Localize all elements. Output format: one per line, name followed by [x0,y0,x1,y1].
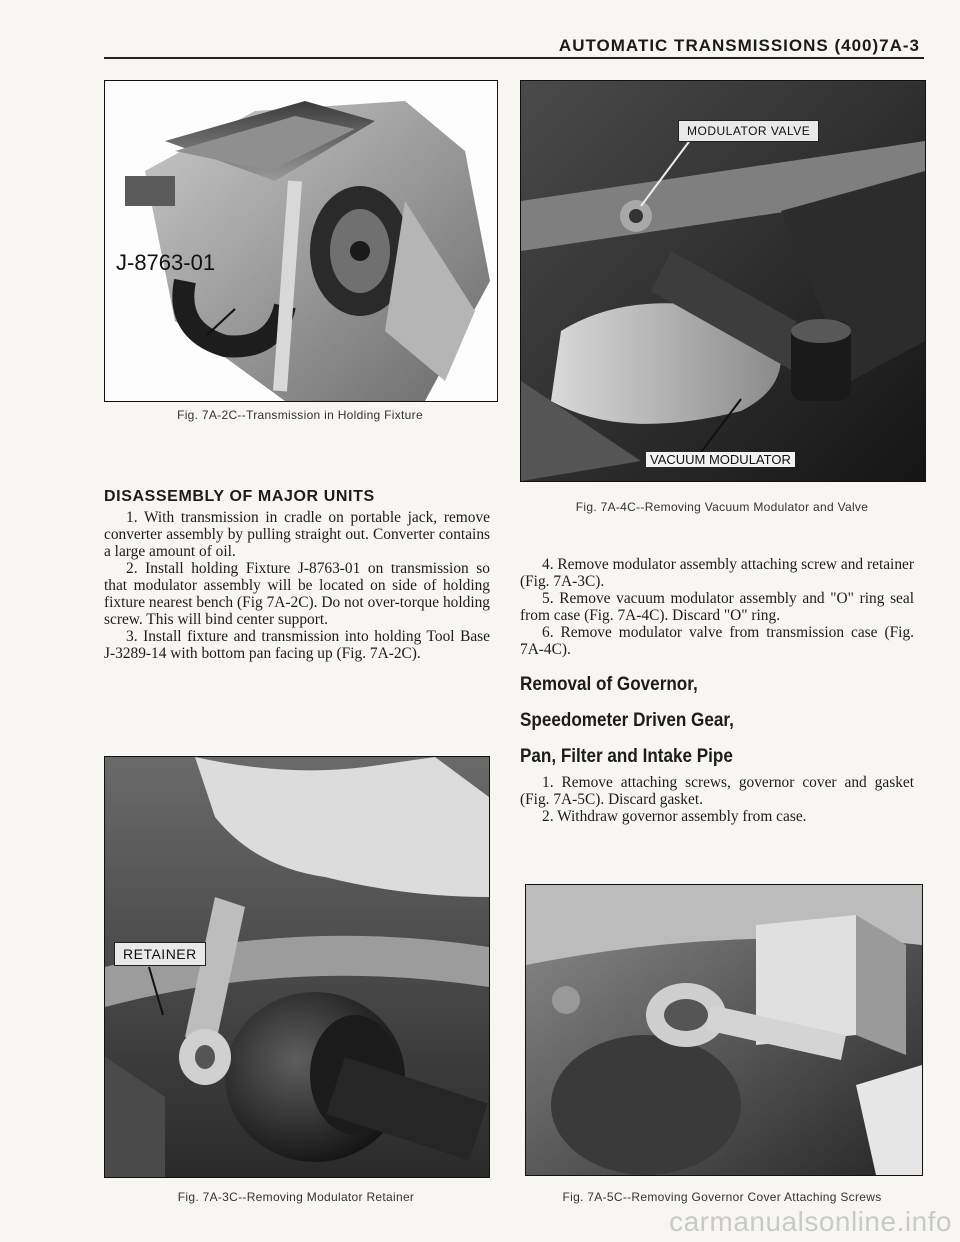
section-heading-disassembly: DISASSEMBLY OF MAJOR UNITS [104,488,375,505]
governor-cover-screws-illustration [526,885,922,1175]
modulator-step-4: 4. Remove modulator assembly attaching screw and retainer (Fig. 7A-3C). [520,556,914,590]
disassembly-step-1: 1. With transmission in cradle on portable jack, remove converter assembly by pulling straight out. Converter contains a large amount of oil. [104,509,490,560]
figure-7a-2c-caption: Fig. 7A-2C--Transmission in Holding Fixture [177,408,423,422]
watermark: carmanualsonline.info [669,1206,952,1237]
figure-7a-3c-photo [104,756,490,1178]
section-heading-governor-2: Speedometer Driven Gear, [520,710,734,731]
figure-7a-5c-caption: Fig. 7A-5C--Removing Governor Cover Attaching Screws [562,1190,882,1204]
page-header: AUTOMATIC TRANSMISSIONS (400)7A-3 [558,36,920,55]
vacuum-modulator-label: VACUUM MODULATOR [646,452,795,467]
modulator-step-5: 5. Remove vacuum modulator assembly and "O" ring seal from case (Fig. 7A-4C). Discard "O" ring. [520,590,914,624]
section-heading-governor-3: Pan, Filter and Intake Pipe [520,746,733,767]
transmission-holding-fixture-illustration [105,81,497,401]
figure-7a-5c-photo [525,884,923,1176]
modulator-steps [520,556,914,658]
modulator-valve-label: MODULATOR VALVE [678,120,819,142]
governor-steps [520,774,914,825]
disassembly-steps [104,509,490,662]
tool-label-j-8763-01: J-8763-01 [116,250,216,275]
section-heading-governor-1: Removal of Governor, [520,674,698,695]
header-rule [104,57,924,59]
modulator-step-6: 6. Remove modulator valve from transmission case (Fig. 7A-4C). [520,624,914,658]
retainer-label: RETAINER [114,942,206,966]
figure-7a-2c-photo [104,80,498,402]
governor-step-2: 2. Withdraw governor assembly from case. [542,808,807,825]
modulator-retainer-illustration [105,757,489,1177]
disassembly-step-3: 3. Install fixture and transmission into holding Tool Base J-3289-14 with bottom pan facing up (Fig. 7A-2C). [104,628,490,662]
figure-7a-3c-caption: Fig. 7A-3C--Removing Modulator Retainer [177,1190,415,1204]
figure-7a-4c-caption: Fig. 7A-4C--Removing Vacuum Modulator and Valve [575,500,869,514]
disassembly-step-2: 2. Install holding Fixture J-8763-01 on transmission so that modulator assembly will be located on side of holding fixture nearest bench (Fig 7A-2C). Do not over-torque holding screw. This will bind center support. [104,560,490,628]
governor-step-1: 1. Remove attaching screws, governor cover and gasket (Fig. 7A-5C). Discard gasket. [520,774,914,808]
